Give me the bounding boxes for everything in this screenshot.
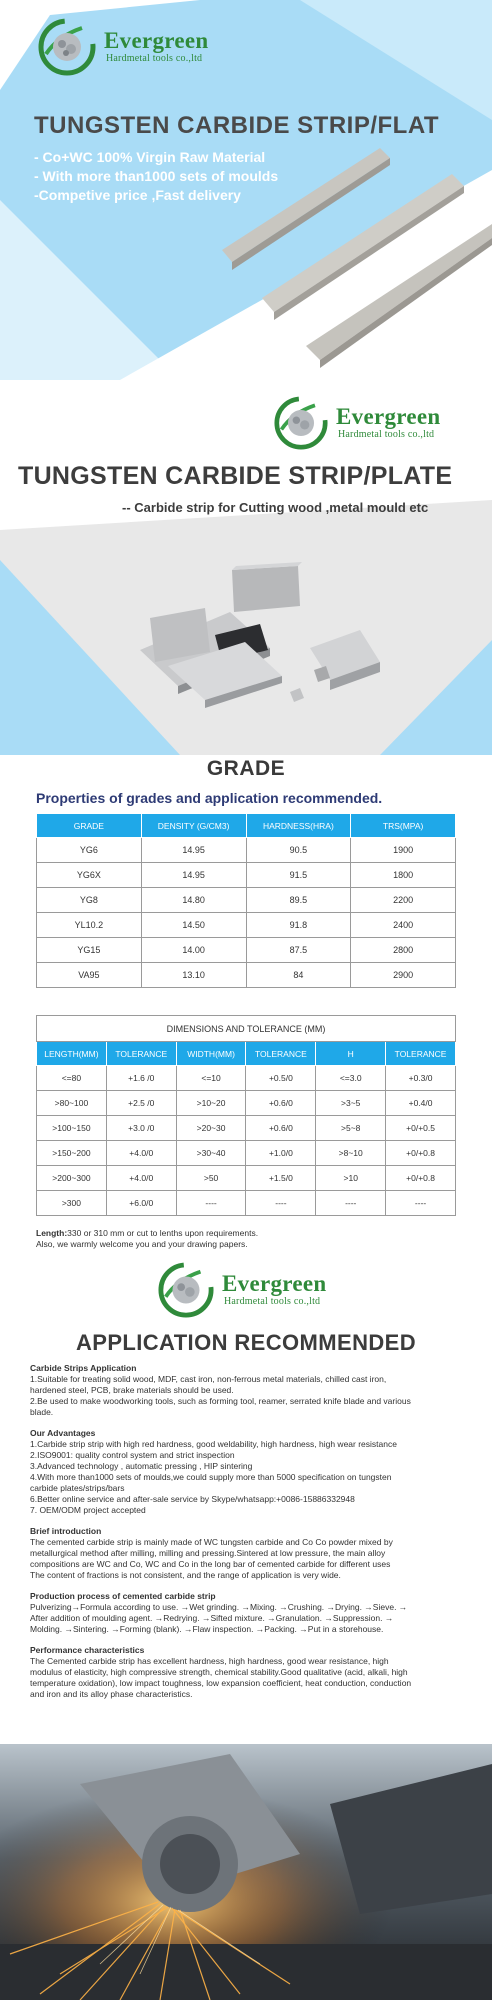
application-section xyxy=(30,1363,462,1418)
grade-column-header: GRADE xyxy=(37,814,142,838)
plate-subtitle: -- Carbide strip for Cutting wood ,metal mould etc xyxy=(122,500,429,515)
section-line: modulus of elasticity, high compressive strength, chemical stability.Good qualitative (acid, alkali, high xyxy=(30,1667,408,1677)
table-cell: 84 xyxy=(246,963,351,988)
section-line: compositions are WC and Co, WC and Co in the long bar of cemented carbide for different uses xyxy=(30,1559,391,1569)
application-body xyxy=(30,1363,462,1710)
table-cell: +0.6/0 xyxy=(246,1116,316,1141)
table-cell: ---- xyxy=(386,1191,456,1216)
section-line: Pulverizing→Formula according to use. →Wet grinding. →Mixing. →Crushing. →Drying. →Sieve. → xyxy=(30,1602,408,1612)
dimensions-caption: DIMENSIONS AND TOLERANCE (MM) xyxy=(37,1016,456,1042)
table-row xyxy=(37,963,456,988)
table-row xyxy=(37,1191,456,1216)
hero-title: TUNGSTEN CARBIDE STRIP/FLAT xyxy=(34,112,440,139)
table-cell: +0/+0.8 xyxy=(386,1166,456,1191)
hero-banner xyxy=(0,0,492,380)
table-row xyxy=(37,1166,456,1191)
section-line: 4.With more than1000 sets of moulds,we could supply more than 5000 specification on tungsten xyxy=(30,1472,392,1482)
evergreen-logo-icon xyxy=(158,1262,214,1318)
evergreen-logo-icon xyxy=(38,18,96,76)
section-line: After addition of moulding agent. →Redrying. →Sifted mixture. →Granulation. →Suppression. → xyxy=(30,1613,394,1623)
table-row xyxy=(37,1091,456,1116)
dimensions-column-header: TOLERANCE xyxy=(246,1042,316,1066)
table-cell: 2200 xyxy=(351,888,456,913)
grade-column-header: HARDNESS(HRA) xyxy=(246,814,351,838)
table-cell: >80~100 xyxy=(37,1091,107,1116)
table-cell: <=10 xyxy=(176,1066,246,1091)
table-cell: +0.3/0 xyxy=(386,1066,456,1091)
table-cell: YG8 xyxy=(37,888,142,913)
table-row xyxy=(37,1066,456,1091)
table-cell: +2.5 /0 xyxy=(106,1091,176,1116)
table-row xyxy=(37,913,456,938)
table-row xyxy=(37,1116,456,1141)
table-cell: >50 xyxy=(176,1166,246,1191)
table-cell: +1.5/0 xyxy=(246,1166,316,1191)
section-line: Molding. →Sintering. →Forming (blank). →Flaw inspection. →Packing. →Put in a storehouse. xyxy=(30,1624,384,1634)
section-line: 2.Be used to make woodworking tools, such as forming tool, reamer, serrated knife blade and various xyxy=(30,1396,411,1406)
section-title: Production process of cemented carbide strip xyxy=(30,1591,216,1601)
table-cell: 87.5 xyxy=(246,938,351,963)
grinding-sparks-photo xyxy=(0,1744,492,2000)
section-title: Our Advantages xyxy=(30,1428,96,1438)
grade-column-header: DENSITY (G/CM3) xyxy=(141,814,246,838)
brand-logo xyxy=(38,18,208,76)
hero-feature-list xyxy=(34,148,278,205)
table-cell: 90.5 xyxy=(246,838,351,863)
section-line: metallurgical method after milling, milling and pressing.Sintered at low pressure, the main alloy xyxy=(30,1548,386,1558)
table-cell: 89.5 xyxy=(246,888,351,913)
table-cell: 1900 xyxy=(351,838,456,863)
table-cell: >10 xyxy=(316,1166,386,1191)
hero-feature-item: - With more than1000 sets of moulds xyxy=(34,168,279,184)
application-heading: APPLICATION RECOMMENDED xyxy=(75,1330,417,1355)
section-line: 3.Advanced technology , automatic pressing , HIP sintering xyxy=(30,1461,253,1471)
dimensions-note xyxy=(36,1228,258,1250)
dimensions-column-header: WIDTH(MM) xyxy=(176,1042,246,1066)
plate-section xyxy=(0,380,492,755)
section-line: The content of fractions is not consistent, and the range of application is very wide. xyxy=(30,1570,341,1580)
table-row xyxy=(37,1141,456,1166)
table-cell: >300 xyxy=(37,1191,107,1216)
table-cell: >8~10 xyxy=(316,1141,386,1166)
table-cell: 2400 xyxy=(351,913,456,938)
section-line: 1.Carbide strip strip with high red hardness, good weldability, high hardness, high wear resistance xyxy=(30,1439,397,1449)
table-cell: 14.95 xyxy=(141,838,246,863)
section-title: Brief introduction xyxy=(30,1526,102,1536)
section-line: temperature oxidation), low impact toughness, low expansion coefficient, heat conduction, conduction xyxy=(30,1678,412,1688)
brand-tagline: Hardmetal tools co.,ltd xyxy=(106,53,203,64)
table-cell: 14.95 xyxy=(141,863,246,888)
hero-feature-item: -Competive price ,Fast delivery xyxy=(34,187,241,203)
table-cell: +4.0/0 xyxy=(106,1141,176,1166)
table-cell: >30~40 xyxy=(176,1141,246,1166)
performance-section xyxy=(30,1645,462,1700)
brand-tagline: Hardmetal tools co.,ltd xyxy=(338,429,435,440)
drawing-note-text: Also, we warmly welcome you and your drawing papers. xyxy=(36,1239,248,1249)
section-title: Carbide Strips Application xyxy=(30,1363,137,1373)
section-line: carbide plates/strips/bars xyxy=(30,1483,125,1493)
table-cell: YG15 xyxy=(37,938,142,963)
table-cell: 2900 xyxy=(351,963,456,988)
grade-table xyxy=(36,813,456,988)
table-row xyxy=(37,938,456,963)
table-cell: >20~30 xyxy=(176,1116,246,1141)
grinding-sparks-image xyxy=(0,1744,492,2000)
table-cell: +0/+0.5 xyxy=(386,1116,456,1141)
table-cell: +6.0/0 xyxy=(106,1191,176,1216)
table-row xyxy=(37,838,456,863)
table-cell: +0/+0.8 xyxy=(386,1141,456,1166)
section-line: blade. xyxy=(30,1407,54,1417)
table-cell: +0.5/0 xyxy=(246,1066,316,1091)
table-cell: ---- xyxy=(316,1191,386,1216)
table-cell: YG6 xyxy=(37,838,142,863)
table-cell: >200~300 xyxy=(37,1166,107,1191)
table-cell: <=80 xyxy=(37,1066,107,1091)
table-cell: >3~5 xyxy=(316,1091,386,1116)
table-cell: +3.0 /0 xyxy=(106,1116,176,1141)
table-cell: 14.50 xyxy=(141,913,246,938)
table-cell: ---- xyxy=(176,1191,246,1216)
dimensions-column-header: LENGTH(MM) xyxy=(37,1042,107,1066)
dimensions-table-header xyxy=(37,1042,456,1066)
section-line: hardened steel, PCB, brake materials should be used. xyxy=(30,1385,234,1395)
table-cell: +4.0/0 xyxy=(106,1166,176,1191)
section-line: 2.ISO9001: quality control system and strict inspection xyxy=(30,1450,235,1460)
evergreen-logo-icon xyxy=(274,396,328,450)
table-cell: 1800 xyxy=(351,863,456,888)
table-cell: YG6X xyxy=(37,863,142,888)
table-cell: VA95 xyxy=(37,963,142,988)
table-row xyxy=(37,888,456,913)
introduction-section xyxy=(30,1526,462,1581)
grade-subtitle: Properties of grades and application recommended. xyxy=(36,790,383,806)
brand-name: Evergreen xyxy=(336,404,441,429)
grade-table-header xyxy=(37,814,456,838)
table-cell: 91.8 xyxy=(246,913,351,938)
section-line: The Cemented carbide strip has excellent hardness, high hardness, good wear resistance, high xyxy=(30,1656,389,1666)
table-cell: +0.4/0 xyxy=(386,1091,456,1116)
plate-title: TUNGSTEN CARBIDE STRIP/PLATE xyxy=(18,462,453,490)
section-title: Performance characteristics xyxy=(30,1645,145,1655)
section-line: The cemented carbide strip is mainly made of WC tungsten carbide and Co Co powder mixed by xyxy=(30,1537,393,1547)
table-cell: +1.0/0 xyxy=(246,1141,316,1166)
production-section xyxy=(30,1591,462,1635)
section-line: and iron and its alloy phase characteristics. xyxy=(30,1689,193,1699)
table-cell: YL10.2 xyxy=(37,913,142,938)
dimensions-column-header: TOLERANCE xyxy=(106,1042,176,1066)
grade-heading: GRADE xyxy=(206,757,286,780)
table-cell: 91.5 xyxy=(246,863,351,888)
table-cell: ---- xyxy=(246,1191,316,1216)
section-line: 7. OEM/ODM project accepted xyxy=(30,1505,146,1515)
section-line: 1.Suitable for treating solid wood, MDF, cast iron, non-ferrous metal materials, chilled cast iron, xyxy=(30,1374,387,1384)
table-row xyxy=(37,863,456,888)
section-line: 6.Better online service and after-sale service by Skype/whatsapp:+0086-15886332948 xyxy=(30,1494,355,1504)
brand-logo xyxy=(158,1262,326,1318)
table-cell: +1.6 /0 xyxy=(106,1066,176,1091)
table-cell: >5~8 xyxy=(316,1116,386,1141)
grade-column-header: TRS(MPA) xyxy=(351,814,456,838)
hero-feature-item: - Co+WC 100% Virgin Raw Material xyxy=(34,149,266,165)
table-cell: 13.10 xyxy=(141,963,246,988)
table-cell: 14.00 xyxy=(141,938,246,963)
dimensions-column-header: TOLERANCE xyxy=(386,1042,456,1066)
table-cell: <=3.0 xyxy=(316,1066,386,1091)
table-cell: +0.6/0 xyxy=(246,1091,316,1116)
brand-name: Evergreen xyxy=(222,1271,327,1296)
table-cell: 2800 xyxy=(351,938,456,963)
dimensions-column-header: H xyxy=(316,1042,386,1066)
brand-tagline: Hardmetal tools co.,ltd xyxy=(224,1296,321,1307)
dimensions-table xyxy=(36,1015,456,1216)
table-cell: 14.80 xyxy=(141,888,246,913)
advantages-section xyxy=(30,1428,462,1516)
brand-logo xyxy=(274,396,440,450)
length-note-text: 330 or 310 mm or cut to lenths upon requirements. xyxy=(67,1228,259,1238)
table-cell: >100~150 xyxy=(37,1116,107,1141)
brand-name: Evergreen xyxy=(104,28,209,53)
length-note-label: Length: xyxy=(36,1228,68,1238)
table-cell: >150~200 xyxy=(37,1141,107,1166)
table-cell: >10~20 xyxy=(176,1091,246,1116)
